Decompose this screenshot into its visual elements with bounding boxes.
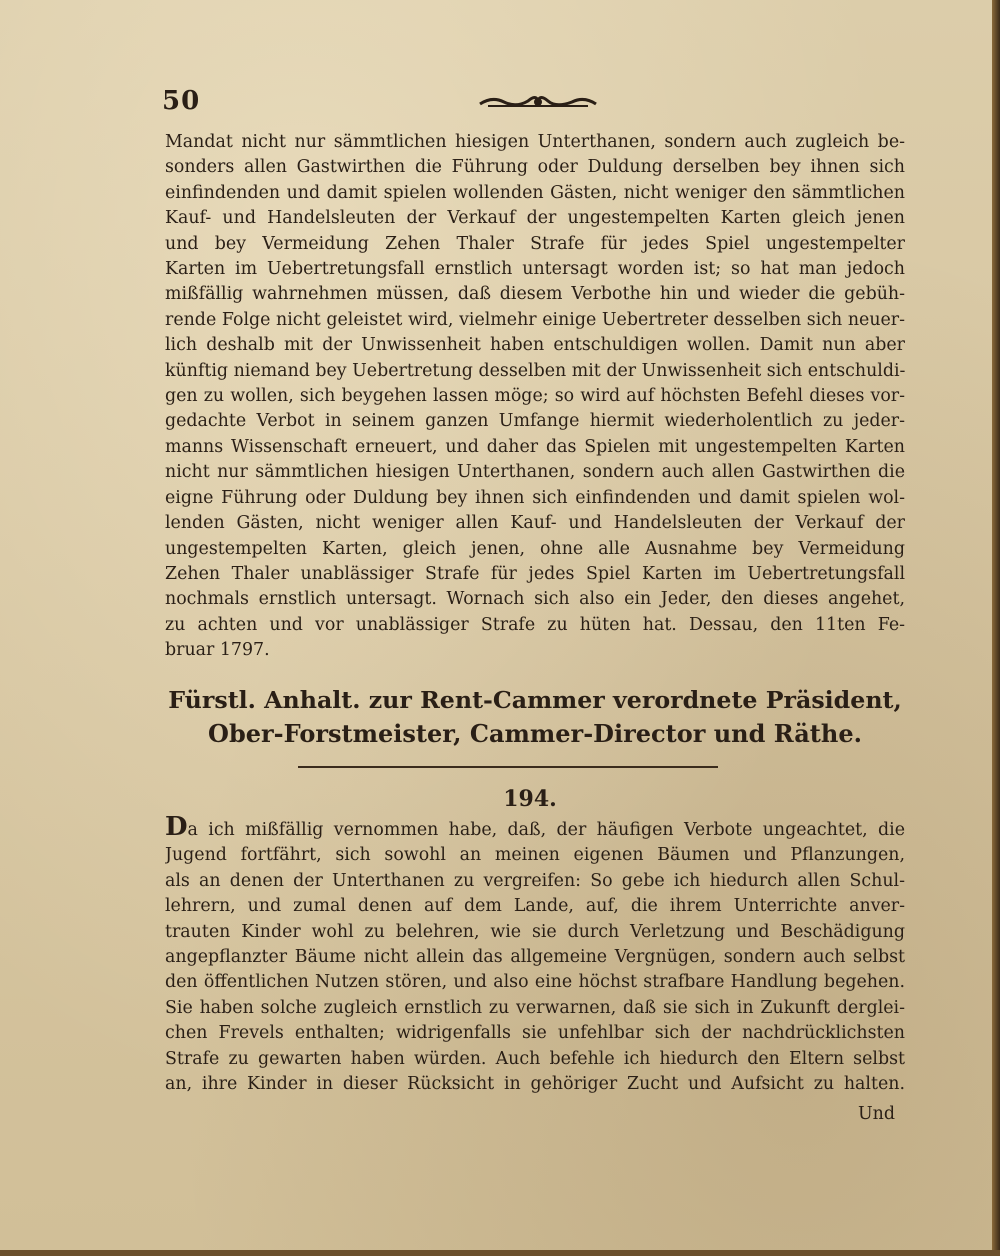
- text-line: Jugend fortfährt, sich sowohl an meinen eigenen Bäumen und Pflanzungen,: [165, 845, 905, 866]
- text-line: bruar 1797.: [165, 640, 270, 661]
- text-line: Strafe zu gewarten haben würden. Auch befehle ich hiedurch den Eltern selbst: [165, 1048, 905, 1069]
- text-line: rende Folge nicht geleistet wird, vielmehr einige Uebertreter desselben sich neuer-: [165, 309, 905, 330]
- text-line: lehrern, und zumal denen auf dem Lande, auf, die ihrem Unterrichte anver-: [165, 896, 905, 917]
- text-line: [165, 815, 905, 843]
- decree-1-text: [165, 130, 905, 664]
- signature-line: Fürstl. Anhalt. zur Rent-Cammer verordnete Präsident,: [168, 686, 902, 714]
- page-number: 50: [162, 86, 201, 116]
- text-line: Zehen Thaler unablässiger Strafe für jedes Spiel Karten im Uebertretungsfall: [165, 563, 905, 584]
- text-line: zu achten und vor unablässiger Strafe zu hüten hat. Dessau, den 11ten Fe-: [165, 614, 905, 635]
- page-edge-shadow: [992, 0, 1000, 1256]
- decree-2-text: [165, 815, 905, 1097]
- text-line: sonders allen Gastwirthen die Führung oder Duldung derselben bey ihnen sich: [165, 157, 905, 178]
- text-line: einfindenden und damit spielen wollenden Gästen, nicht weniger den sämmtlichen: [165, 182, 905, 203]
- text-line: künftig niemand bey Uebertretung desselben mit der Unwissenheit sich entschuldi-: [165, 360, 905, 381]
- text-line: nicht nur sämmtlichen hiesigen Unterthanen, sondern auch allen Gastwirthen die: [165, 462, 905, 483]
- text-line: den öffentlichen Nutzen stören, und also eine höchst strafbare Handlung begehen.: [165, 972, 905, 993]
- text-line: gedachte Verbot in seinem ganzen Umfange hiermit wiederholentlich zu jeder-: [165, 411, 905, 432]
- text-line: und bey Vermeidung Zehen Thaler Strafe für jedes Spiel ungestempelter: [165, 233, 905, 254]
- text-line: lich deshalb mit der Unwissenheit haben entschuldigen wollen. Damit nun aber: [165, 335, 905, 356]
- text-line: eigne Führung oder Duldung bey ihnen sich einfindenden und damit spielen wol-: [165, 487, 905, 508]
- header-ornament: [478, 92, 598, 110]
- text-line: Mandat nicht nur sämmtlichen hiesigen Unterthanen, sondern auch zugleich be-: [165, 132, 905, 152]
- text-line: Kauf- und Handelsleuten der Verkauf der ungestempelten Karten gleich jenen: [165, 208, 905, 229]
- text-line: an, ihre Kinder in dieser Rücksicht in gehöriger Zucht und Aufsicht zu halten.: [165, 1074, 905, 1095]
- text-line: trauten Kinder wohl zu belehren, wie sie durch Verletzung und Beschädigung: [165, 921, 905, 942]
- text-line: nochmals ernstlich untersagt. Wornach sich also ein Jeder, den dieses angehet,: [165, 589, 905, 610]
- signature-line: Ober-Forstmeister, Cammer-Director und Räthe.: [208, 719, 862, 748]
- text-line: Karten im Uebertretungsfall ernstlich untersagt worden ist; so hat man jedoch: [165, 259, 905, 280]
- text-line-rest: a ich mißfällig vernommen habe, daß, der häufigen Verbote ungeachtet, die: [187, 820, 905, 840]
- catchword: Und: [858, 1104, 895, 1124]
- decree-1-signature: [165, 683, 905, 751]
- page-edge-bottom: [0, 1250, 1000, 1256]
- section-divider: [298, 766, 718, 768]
- text-line: als an denen der Unterthanen zu vergreifen: So gebe ich hiedurch allen Schul-: [165, 870, 905, 891]
- text-line: mißfällig wahrnehmen müssen, daß diesem Verbothe hin und wieder die gebüh-: [165, 284, 905, 305]
- decree-number: 194.: [503, 786, 557, 812]
- text-line: manns Wissenschaft erneuert, und daher das Spielen mit ungestempelten Karten: [165, 436, 905, 457]
- text-line: lenden Gästen, nicht weniger allen Kauf- und Handelsleuten der Verkauf der: [165, 513, 905, 534]
- initial-letter: D: [165, 815, 188, 842]
- text-line: angepflanzter Bäume nicht allein das allgemeine Vergnügen, sondern auch selbst: [165, 947, 905, 968]
- text-line: Sie haben solche zugleich ernstlich zu verwarnen, daß sie sich in Zukunft derglei-: [165, 997, 905, 1018]
- text-line: chen Frevels enthalten; widrigenfalls sie unfehlbar sich der nachdrücklichsten: [165, 1023, 905, 1044]
- text-line: gen zu wollen, sich beygehen lassen möge; so wird auf höchsten Befehl dieses vor-: [165, 386, 905, 407]
- text-line: ungestempelten Karten, gleich jenen, ohne alle Ausnahme bey Vermeidung: [165, 538, 905, 559]
